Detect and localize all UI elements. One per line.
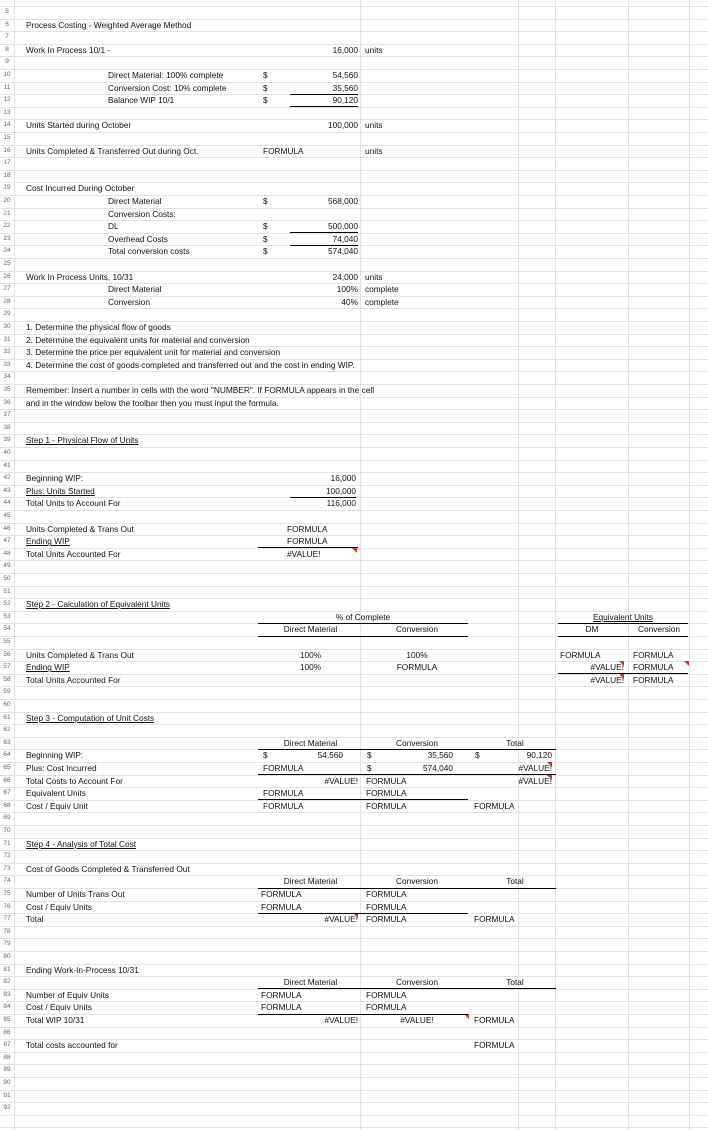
row-header[interactable]: 76 bbox=[3, 902, 11, 910]
cell-a83[interactable]: Number of Equiv Units bbox=[26, 989, 110, 1000]
cell-e74[interactable]: Total bbox=[506, 876, 524, 887]
cell-e63[interactable]: Total bbox=[506, 737, 524, 748]
row-header[interactable]: 84 bbox=[3, 1003, 11, 1011]
cell-d75[interactable]: FORMULA bbox=[366, 889, 407, 899]
row-header[interactable]: 38 bbox=[3, 423, 11, 431]
cell-d57[interactable]: FORMULA bbox=[396, 662, 438, 673]
cell-d66[interactable]: FORMULA bbox=[366, 775, 407, 786]
cell-b10[interactable]: Direct Material: 100% complete bbox=[108, 70, 224, 80]
row-header[interactable]: 72 bbox=[3, 852, 11, 860]
row-header[interactable]: 62 bbox=[3, 726, 11, 734]
row-header[interactable]: 69 bbox=[3, 814, 11, 822]
cell-d65[interactable]: 574,040 bbox=[423, 763, 453, 773]
row-header[interactable]: 17 bbox=[3, 159, 11, 167]
cell-d-dollar65[interactable]: $ bbox=[367, 763, 372, 773]
cell-a56[interactable]: Units Completed & Trans Out bbox=[26, 649, 134, 660]
cell-b12[interactable]: Balance WIP 10/1 bbox=[108, 95, 175, 106]
row-header[interactable]: 46 bbox=[3, 524, 11, 532]
cell-a84[interactable]: Cost / Equiv Units bbox=[26, 1002, 92, 1013]
cell-e65[interactable]: #VALUE! bbox=[518, 763, 552, 773]
cell-gh53[interactable]: Equivalent Units bbox=[593, 611, 653, 622]
row-header[interactable]: 56 bbox=[3, 650, 11, 658]
cell-a76[interactable]: Cost / Equiv Units bbox=[26, 901, 92, 912]
cell-d83[interactable]: FORMULA bbox=[366, 989, 407, 1000]
row-header[interactable]: 19 bbox=[3, 184, 11, 192]
cell-d63[interactable]: Conversion bbox=[396, 737, 438, 748]
row-header[interactable]: 80 bbox=[3, 953, 11, 960]
row-header[interactable]: 7 bbox=[5, 33, 9, 41]
cell-a71[interactable]: Step 4 - Analysis of Total Cost bbox=[26, 838, 137, 849]
row-header[interactable]: 65 bbox=[3, 764, 11, 771]
row-header[interactable]: 86 bbox=[3, 1028, 11, 1036]
cell-d68[interactable]: FORMULA bbox=[366, 800, 407, 811]
cell-d48[interactable]: #VALUE! bbox=[287, 548, 321, 559]
row-header[interactable]: 79 bbox=[3, 940, 11, 948]
row-header[interactable]: 29 bbox=[3, 310, 11, 318]
row-header[interactable]: 21 bbox=[3, 209, 11, 217]
cell-e77[interactable]: FORMULA bbox=[474, 914, 515, 925]
cell-d23[interactable]: 74,040 bbox=[332, 233, 358, 244]
cell-d43[interactable]: 100,000 bbox=[326, 485, 356, 496]
cell-a47[interactable]: Ending WIP bbox=[26, 536, 70, 547]
row-header[interactable]: 67 bbox=[3, 789, 11, 797]
cell-c83[interactable]: FORMULA bbox=[261, 989, 302, 1000]
cell-a42[interactable]: Beginning WIP: bbox=[26, 473, 84, 484]
row-header[interactable]: 45 bbox=[3, 512, 11, 519]
row-header[interactable]: 37 bbox=[3, 411, 11, 419]
comment-indicator-icon bbox=[684, 661, 689, 666]
row-header[interactable]: 30 bbox=[3, 323, 11, 330]
cell-a19[interactable]: Cost Incurred During October bbox=[26, 183, 135, 194]
cell-c82[interactable]: Direct Material bbox=[283, 977, 338, 988]
cell-a57[interactable]: Ending WIP bbox=[26, 662, 70, 673]
row-header[interactable]: 91 bbox=[3, 1091, 11, 1099]
cell-c56[interactable]: 100% bbox=[299, 649, 322, 660]
row-header[interactable]: 92 bbox=[3, 1104, 11, 1112]
row-header[interactable]: 24 bbox=[3, 247, 11, 255]
comment-indicator-icon bbox=[619, 674, 624, 679]
cell-c77[interactable]: #VALUE! bbox=[324, 914, 358, 925]
cell-b27[interactable]: Direct Material bbox=[108, 284, 162, 295]
cell-a16[interactable]: Units Completed & Transferred Out during Oct. bbox=[26, 145, 199, 156]
cell-d84[interactable]: FORMULA bbox=[366, 1002, 407, 1013]
cell-d14[interactable]: 100,000 bbox=[328, 120, 358, 131]
row-header[interactable]: 58 bbox=[3, 675, 11, 683]
cell-a61[interactable]: Step 3 - Computation of Unit Costs bbox=[26, 712, 155, 723]
cell-a6[interactable]: Process Costing - Weighted Average Method bbox=[26, 19, 192, 30]
cell-c76[interactable]: FORMULA bbox=[261, 901, 302, 912]
row-header[interactable]: 43 bbox=[3, 486, 11, 494]
row-header[interactable]: 71 bbox=[3, 839, 11, 847]
cell-d8[interactable]: 16,000 bbox=[332, 44, 358, 55]
row-header[interactable]: 13 bbox=[3, 108, 11, 116]
cell-a68[interactable]: Cost / Equiv Unit bbox=[26, 800, 88, 811]
row-header[interactable]: 6 bbox=[5, 20, 9, 28]
cell-a67[interactable]: Equivalent Units bbox=[26, 788, 86, 799]
cell-d10[interactable]: 54,560 bbox=[332, 70, 358, 80]
row-header[interactable]: 88 bbox=[3, 1053, 11, 1061]
cell-cd53[interactable]: % of Complete bbox=[335, 611, 391, 622]
comment-indicator-icon bbox=[619, 661, 624, 666]
cell-d85[interactable]: #VALUE! bbox=[400, 1015, 434, 1025]
cell-h56[interactable]: FORMULA bbox=[633, 649, 674, 660]
cell-d28[interactable]: 40% bbox=[341, 296, 358, 307]
cell-a8[interactable]: Work In Process 10/1 - bbox=[26, 44, 111, 55]
row-header[interactable]: 32 bbox=[3, 348, 11, 356]
row-header[interactable]: 90 bbox=[3, 1079, 11, 1086]
row-header[interactable]: 40 bbox=[3, 449, 11, 456]
cell-c67[interactable]: FORMULA bbox=[263, 788, 304, 799]
cell-c23[interactable]: $ bbox=[263, 233, 268, 244]
cell-c84[interactable]: FORMULA bbox=[261, 1002, 302, 1013]
cell-c74[interactable]: Direct Material bbox=[283, 876, 338, 887]
row-header[interactable]: 85 bbox=[3, 1016, 11, 1023]
row-header[interactable]: 61 bbox=[3, 713, 11, 721]
comment-indicator-icon bbox=[464, 1014, 469, 1019]
cell-g57[interactable]: #VALUE! bbox=[590, 662, 624, 673]
row-header[interactable]: 87 bbox=[3, 1041, 11, 1049]
cell-a30[interactable]: 1. Determine the physical flow of goods bbox=[26, 322, 171, 332]
cell-c66[interactable]: #VALUE! bbox=[324, 775, 358, 786]
cell-a35[interactable]: Remember: Insert a number in cells with the word "NUMBER". If FORMULA appears in the cell bbox=[26, 385, 375, 395]
row-header[interactable]: 9 bbox=[5, 58, 9, 66]
row-header[interactable]: 63 bbox=[3, 738, 11, 746]
cell-h58[interactable]: FORMULA bbox=[633, 674, 674, 685]
cell-g56[interactable]: FORMULA bbox=[560, 649, 601, 660]
cell-a58[interactable]: Total Units Accounted For bbox=[26, 674, 121, 685]
cell-e8[interactable]: units bbox=[365, 44, 383, 55]
cell-a75[interactable]: Number of Units Trans Out bbox=[26, 889, 125, 899]
row-header[interactable]: 73 bbox=[3, 864, 11, 872]
cell-d76[interactable]: FORMULA bbox=[366, 901, 407, 912]
row-header[interactable]: 18 bbox=[3, 171, 11, 179]
cell-a48[interactable]: Total Units Accounted For bbox=[26, 548, 121, 559]
row-header[interactable]: 16 bbox=[3, 146, 11, 154]
cell-d54[interactable]: Conversion bbox=[396, 624, 438, 635]
cell-e26[interactable]: units bbox=[365, 271, 383, 282]
cell-d22[interactable]: 500,000 bbox=[328, 221, 358, 232]
cell-a64[interactable]: Beginning WIP: bbox=[26, 750, 84, 761]
cell-c16[interactable]: FORMULA bbox=[263, 145, 304, 156]
cell-b11[interactable]: Conversion Cost: 10% complete bbox=[108, 82, 227, 93]
cell-d26[interactable]: 24,000 bbox=[332, 271, 358, 282]
row-header[interactable]: 60 bbox=[3, 701, 11, 708]
row-header[interactable]: 57 bbox=[3, 663, 11, 671]
cell-c57[interactable]: 100% bbox=[299, 662, 322, 673]
cell-a36[interactable]: and in the window below the toolbar then you must input the formula. bbox=[26, 397, 279, 408]
row-header[interactable]: 52 bbox=[3, 600, 11, 608]
cell-c64[interactable]: 54,560 bbox=[317, 750, 343, 761]
row-header[interactable]: 39 bbox=[3, 436, 11, 444]
row-header[interactable]: 33 bbox=[3, 360, 11, 368]
row-header[interactable]: 42 bbox=[3, 474, 11, 482]
cell-g58[interactable]: #VALUE! bbox=[590, 674, 624, 685]
row-header[interactable]: 27 bbox=[3, 285, 11, 293]
cell-d67[interactable]: FORMULA bbox=[366, 788, 407, 799]
cell-e64[interactable]: 90,120 bbox=[526, 750, 552, 761]
row-header[interactable]: 35 bbox=[3, 386, 11, 393]
cell-d44[interactable]: 116,000 bbox=[326, 498, 356, 509]
row-header[interactable]: 47 bbox=[3, 537, 11, 545]
row-header[interactable]: 82 bbox=[3, 978, 11, 986]
cell-b21[interactable]: Conversion Costs: bbox=[108, 208, 176, 219]
cell-a31[interactable]: 2. Determine the equivalent units for material and conversion bbox=[26, 334, 250, 345]
cell-d64[interactable]: 35,560 bbox=[427, 750, 453, 761]
cell-d12[interactable]: 90,120 bbox=[332, 95, 358, 106]
row-header[interactable]: 74 bbox=[3, 877, 11, 885]
cell-a73[interactable]: Cost of Goods Completed & Transferred Out bbox=[26, 863, 190, 874]
row-header[interactable]: 53 bbox=[3, 612, 11, 620]
cell-h54[interactable]: Conversion bbox=[638, 624, 680, 635]
cell-e14[interactable]: units bbox=[365, 120, 383, 131]
row-header[interactable]: 23 bbox=[3, 234, 11, 242]
cell-a65[interactable]: Plus: Cost Incurred bbox=[26, 763, 97, 773]
row-header[interactable]: 22 bbox=[3, 222, 11, 230]
cell-a14[interactable]: Units Started during October bbox=[26, 120, 132, 131]
cell-a32[interactable]: 3. Determine the price per equivalent unit for material and conversion bbox=[26, 347, 281, 358]
cell-a46[interactable]: Units Completed & Trans Out bbox=[26, 523, 134, 534]
cell-e82[interactable]: Total bbox=[506, 977, 524, 988]
row-header[interactable]: 78 bbox=[3, 927, 11, 935]
row-header[interactable]: 81 bbox=[3, 965, 11, 973]
cell-a52[interactable]: Step 2 - Calculation of Equivalent Units bbox=[26, 599, 170, 610]
row-header[interactable]: 20 bbox=[3, 197, 11, 204]
cell-d27[interactable]: 100% bbox=[336, 284, 358, 295]
row-header[interactable]: 54 bbox=[3, 625, 11, 633]
cell-a44[interactable]: Total Units to Account For bbox=[26, 498, 121, 509]
cell-e16[interactable]: units bbox=[365, 145, 383, 156]
cell-c65[interactable]: FORMULA bbox=[263, 763, 304, 773]
row-header[interactable]: 8 bbox=[5, 45, 9, 53]
cell-c11[interactable]: $ bbox=[263, 82, 268, 93]
row-header[interactable]: 5 bbox=[5, 8, 9, 15]
row-header[interactable]: 70 bbox=[3, 827, 11, 834]
row-header[interactable]: 59 bbox=[3, 688, 11, 696]
cell-g54[interactable]: DM bbox=[585, 624, 599, 635]
cell-a39[interactable]: Step 1 - Physical Flow of Units bbox=[26, 435, 139, 446]
cell-d11[interactable]: 35,560 bbox=[332, 82, 358, 93]
comment-indicator-icon bbox=[547, 762, 552, 767]
cell-e66[interactable]: #VALUE! bbox=[518, 775, 552, 786]
cell-d56[interactable]: 100% bbox=[406, 649, 428, 660]
cell-b24[interactable]: Total conversion costs bbox=[108, 246, 190, 257]
row-header[interactable]: 49 bbox=[3, 562, 11, 570]
row-header[interactable]: 50 bbox=[3, 575, 11, 582]
cell-d20[interactable]: 568,000 bbox=[328, 196, 358, 206]
cell-e87[interactable]: FORMULA bbox=[474, 1040, 515, 1051]
cell-d42[interactable]: 16,000 bbox=[330, 473, 356, 484]
cell-e27[interactable]: complete bbox=[365, 284, 399, 295]
cell-d-dollar64[interactable]: $ bbox=[367, 750, 372, 761]
cell-a66[interactable]: Total Costs to Account For bbox=[26, 775, 123, 786]
cell-h57[interactable]: FORMULA bbox=[633, 662, 674, 673]
cell-b28[interactable]: Conversion bbox=[108, 296, 150, 307]
cell-a87[interactable]: Total costs accounted for bbox=[26, 1040, 118, 1051]
cell-d47[interactable]: FORMULA bbox=[287, 536, 328, 547]
cell-a81[interactable]: Ending Work-In-Process 10/31 bbox=[26, 964, 139, 975]
row-header[interactable]: 11 bbox=[3, 83, 11, 91]
cell-e28[interactable]: complete bbox=[365, 296, 399, 307]
cell-a33[interactable]: 4. Determine the cost of goods completed and transferred out and the cost in ending WIP. bbox=[26, 359, 355, 370]
row-header[interactable]: 28 bbox=[3, 297, 11, 305]
comment-indicator-icon bbox=[353, 913, 358, 918]
row-header[interactable]: 64 bbox=[3, 751, 11, 759]
cell-c24[interactable]: $ bbox=[263, 246, 268, 257]
cell-c54[interactable]: Direct Material bbox=[283, 624, 338, 635]
cell-b23[interactable]: Overhead Costs bbox=[108, 233, 168, 244]
cell-b20[interactable]: Direct Material bbox=[108, 196, 162, 206]
row-header[interactable]: 51 bbox=[3, 587, 11, 595]
cell-a26[interactable]: Work In Process Units, 10/31 bbox=[26, 271, 134, 282]
cell-b22[interactable]: DL bbox=[108, 221, 119, 232]
row-header[interactable]: 10 bbox=[3, 71, 11, 78]
row-header[interactable]: 75 bbox=[3, 890, 11, 897]
cell-d82[interactable]: Conversion bbox=[396, 977, 438, 988]
cell-e-dollar64[interactable]: $ bbox=[475, 750, 480, 761]
cell-c22[interactable]: $ bbox=[263, 221, 268, 232]
cell-a85[interactable]: Total WIP 10/31 bbox=[26, 1015, 85, 1025]
cell-c63[interactable]: Direct Material bbox=[283, 737, 338, 748]
cell-d24[interactable]: 574,040 bbox=[328, 246, 358, 257]
comment-indicator-icon bbox=[352, 548, 357, 553]
comment-indicator-icon bbox=[547, 775, 552, 780]
row-header[interactable]: 44 bbox=[3, 499, 11, 507]
row-header[interactable]: 26 bbox=[3, 272, 11, 280]
cell-c20[interactable]: $ bbox=[263, 196, 268, 206]
row-header[interactable]: 66 bbox=[3, 776, 11, 784]
cell-a77[interactable]: Total bbox=[26, 914, 44, 925]
row-header[interactable]: 68 bbox=[3, 801, 11, 809]
row-header[interactable]: 55 bbox=[3, 638, 11, 645]
row-header[interactable]: 48 bbox=[3, 549, 11, 557]
row-header[interactable]: 83 bbox=[3, 990, 11, 998]
cell-c68[interactable]: FORMULA bbox=[263, 800, 304, 811]
cell-e68[interactable]: FORMULA bbox=[474, 800, 515, 811]
cell-a43[interactable]: Plus: Units Started bbox=[26, 485, 95, 496]
row-header[interactable]: 31 bbox=[3, 335, 11, 343]
cell-d74[interactable]: Conversion bbox=[396, 876, 438, 887]
cell-c12[interactable]: $ bbox=[263, 95, 268, 106]
row-header[interactable]: 89 bbox=[3, 1066, 11, 1074]
cell-c75[interactable]: FORMULA bbox=[261, 889, 302, 899]
cell-e85[interactable]: FORMULA bbox=[474, 1015, 515, 1025]
cell-d46[interactable]: FORMULA bbox=[287, 523, 328, 534]
row-header[interactable]: 14 bbox=[3, 121, 11, 129]
row-header[interactable]: 36 bbox=[3, 398, 11, 406]
cell-c85[interactable]: #VALUE! bbox=[324, 1015, 358, 1025]
row-header[interactable]: 77 bbox=[3, 915, 11, 923]
cell-c-dollar64[interactable]: $ bbox=[263, 750, 268, 761]
cell-c10[interactable]: $ bbox=[263, 70, 268, 80]
row-header[interactable]: 25 bbox=[3, 260, 11, 267]
row-header[interactable]: 15 bbox=[3, 134, 11, 141]
row-header[interactable]: 12 bbox=[3, 96, 11, 104]
cell-d77[interactable]: FORMULA bbox=[366, 914, 407, 925]
row-header[interactable]: 41 bbox=[3, 461, 11, 469]
row-header[interactable]: 34 bbox=[3, 373, 11, 381]
